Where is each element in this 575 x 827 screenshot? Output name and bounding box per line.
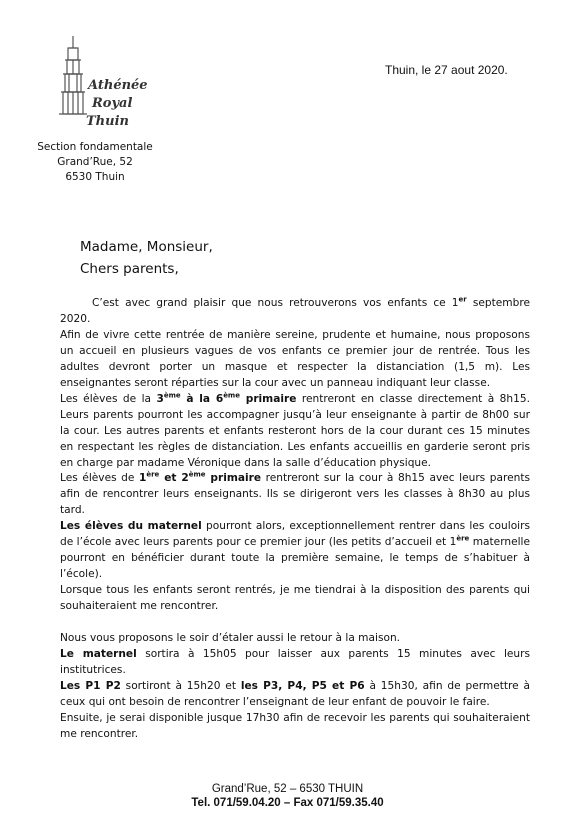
school-city: 6530 Thuin	[65, 171, 125, 183]
superscript: er	[458, 295, 467, 304]
text: rentreront en classe directement à 8h15. Leurs parents pourront les accompagner jusqu’à leur enseignante à partir de 8h00 sur la cour. Les autres parents et enfants resteront hors de la cour durant ces 15 minutes en respectant les règles de distanciation. Les enfants accueillis en garderie seront pris en charge par madame Véronique dans la salle d’éducation physique.	[60, 392, 530, 469]
paragraph-closing: Ensuite, je serai disponible jusque 17h30 afin de recevoir les parents qui souhaiteraient me rencontrer.	[60, 711, 530, 740]
school-section: Section fondamentale	[37, 141, 153, 153]
logo-text-athenee: Athénée	[88, 78, 148, 93]
superscript: ère	[456, 534, 470, 543]
text: Les élèves de la	[60, 392, 157, 405]
school-logo	[56, 34, 146, 134]
footer-contact: Tel. 071/59.04.20 – Fax 071/59.35.40	[191, 797, 384, 809]
text: sortira à 15h05 pour laisser aux parents 15 minutes avec leurs institutrices.	[60, 648, 530, 676]
paragraph-maternel-exit	[60, 647, 530, 679]
superscript: ère	[146, 470, 160, 479]
paragraph-evening: Nous vous proposons le soir d’étaler aussi le retour à la maison.	[60, 632, 401, 645]
logo-text-thuin: Thuin	[86, 114, 129, 129]
footer-address: Grand’Rue, 52 – 6530 THUIN	[211, 783, 364, 795]
school-street: Grand’Rue, 52	[57, 156, 133, 168]
paragraph-reception: Afin de vivre cette rentrée de manière sereine, prudente et humaine, nous proposons un accueil en plusieurs vagues de vos enfants ce premier jour de rentrée. Tous les adultes devront porter un masque et respecter la distanciation (1,5 m). Les enseignantes seront réparties sur la cour avec un panneau indiquant leur classe.	[60, 328, 530, 389]
text: pourront alors, exceptionnellement rentrer dans les couloirs de l’école avec leurs parents pour ce premier jour (les petits d’accueil et 1	[60, 520, 530, 549]
text: Les élèves de	[60, 472, 139, 485]
paragraph-primary-3-6	[60, 392, 530, 472]
school-address	[20, 140, 170, 185]
superscript: ème	[188, 470, 206, 479]
text: rentreront sur la cour à 8h15 avec leurs parents afin de rencontrer leurs enseignants. Ils se dirigeront vers les classes à 8h30 au plus tard.	[60, 472, 531, 517]
letter-date: Thuin, le 27 aout 2020.	[385, 63, 508, 77]
greeting-line-2: Chers parents,	[80, 261, 179, 277]
text: septembre 2020.	[60, 297, 530, 325]
superscript: ème	[223, 391, 240, 400]
bold-text: 1	[138, 472, 147, 485]
logo-text-royal: Royal	[92, 96, 133, 111]
text: à 15h30, afin de permettre à ceux qui ont besoin de rencontrer l’enseignant de leur enfant de pouvoir le faire.	[60, 679, 531, 708]
text: maternelle pourront en bénéficier durant toute la première semaine, le temps de s’habituer à l’école).	[60, 536, 530, 581]
bold-text: primaire	[239, 392, 297, 405]
bold-text: primaire	[205, 472, 262, 485]
bold-text: 3	[156, 392, 164, 405]
paragraph-maternel	[60, 519, 530, 583]
letter-body	[60, 296, 530, 743]
bold-text: les P3, P4, P5 et P6	[240, 679, 365, 692]
paragraph-primary-exit	[60, 679, 530, 711]
bold-text: Les élèves du maternel	[60, 520, 202, 533]
bold-text: à la 6	[180, 392, 224, 405]
bold-text: Le maternel	[60, 648, 137, 661]
paragraph-spacer	[60, 615, 530, 631]
paragraph-availability: Lorsque tous les enfants seront rentrés, je me tiendrai à la disposition des parents qui souhaiteraient me rencontrer.	[60, 584, 530, 613]
paragraph-primary-1-2	[60, 471, 530, 519]
text: sortiront à 15h20 et	[120, 679, 241, 692]
superscript: ème	[163, 391, 181, 400]
paragraph-intro	[60, 296, 530, 328]
greeting-line-1: Madame, Monsieur,	[80, 239, 213, 255]
bold-text: Les P1 P2	[60, 679, 121, 692]
text: C’est avec grand plaisir que nous retrouverons vos enfants ce 1	[92, 297, 459, 309]
greeting	[80, 236, 213, 280]
bold-text: et 2	[159, 472, 189, 485]
